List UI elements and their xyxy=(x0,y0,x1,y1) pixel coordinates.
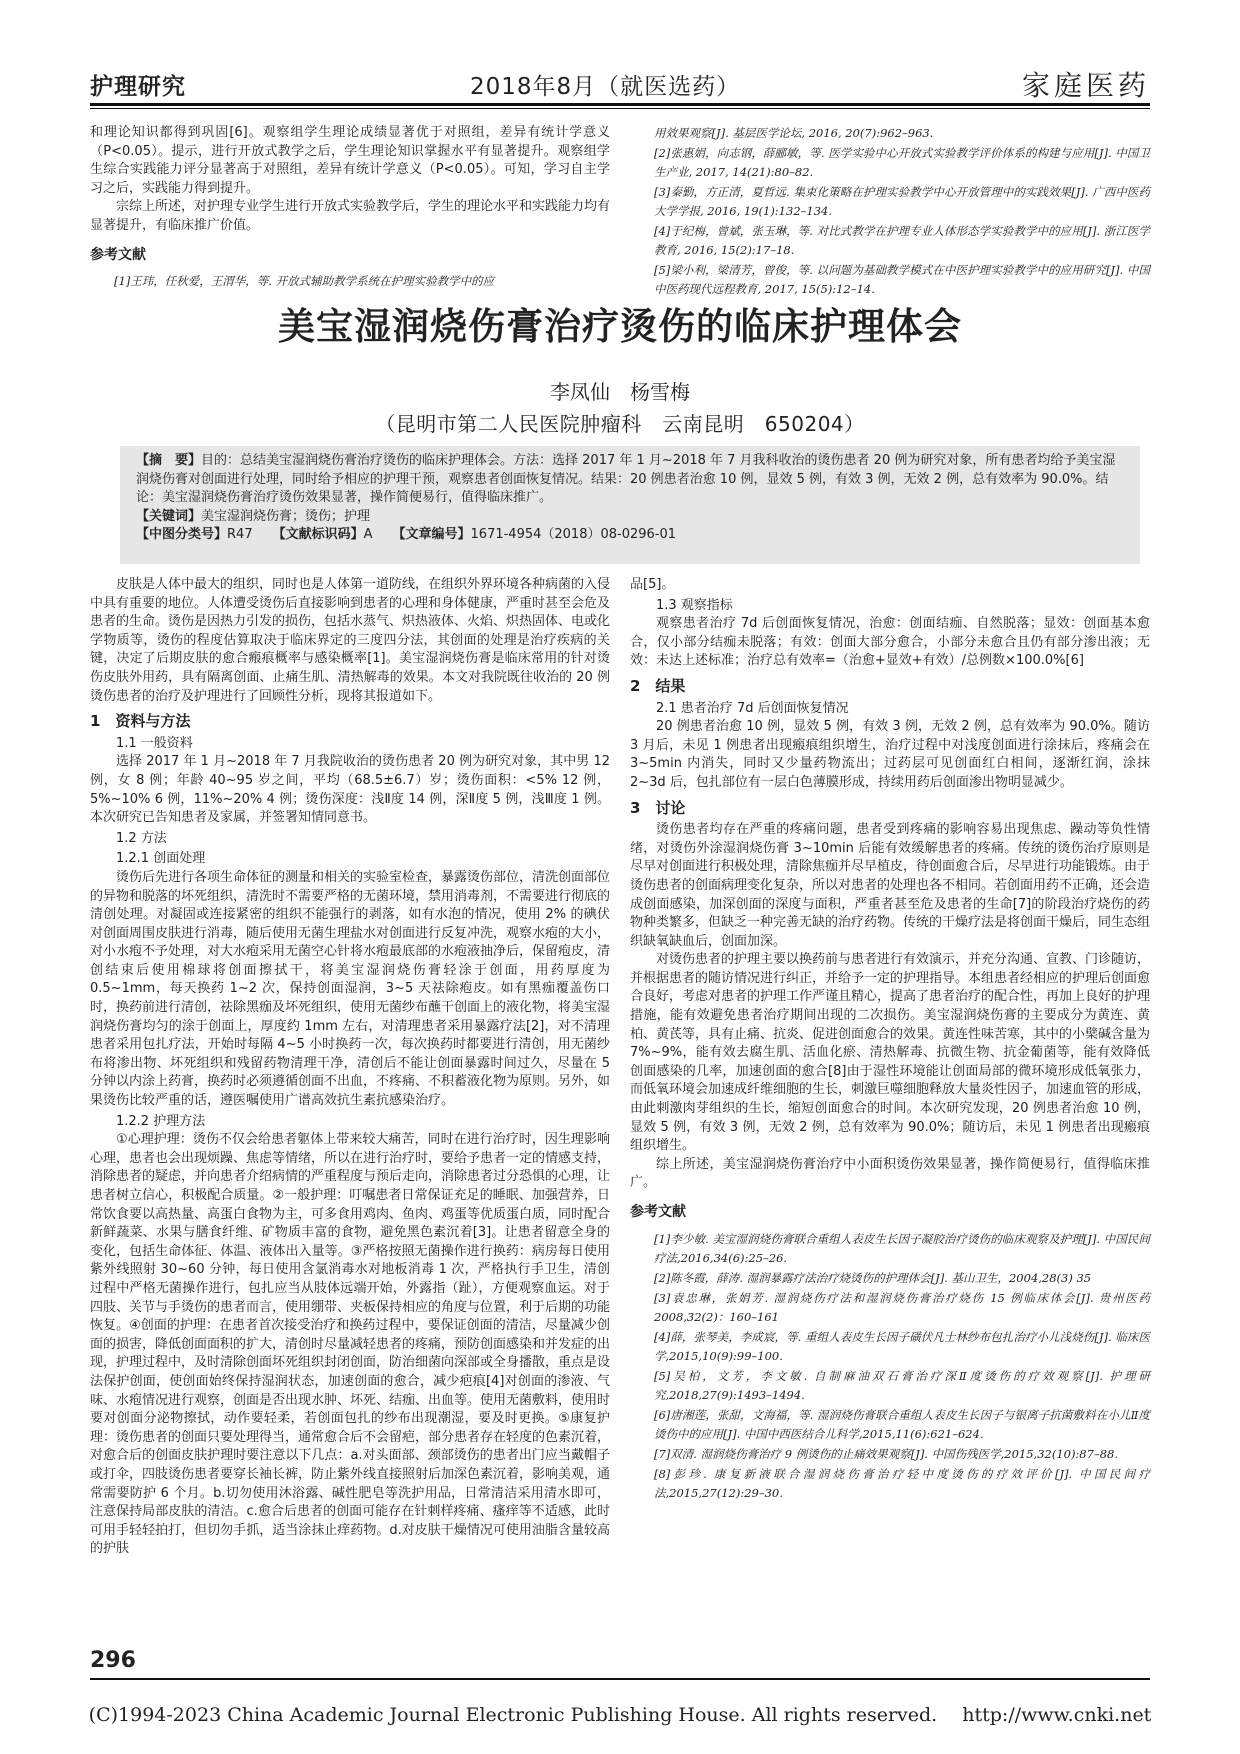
article-affiliation: （昆明市第二人民医院肿瘤科 云南昆明 650204） xyxy=(375,412,865,436)
reference-item: [4]于纪梅，曾斌，张玉琳，等. 对比式教学在护理专业人体形态学实验教学中的应用[J]. 浙江医学教育, 2016, 15(2):17–18. xyxy=(654,224,1150,257)
section-heading: 1 资料与方法 xyxy=(90,712,191,731)
reference-item: [7]双清. 湿润烧伤膏治疗 9 例烫伤的止痛效果观察[J]. 中国伤残医学,2015,32(10):87–88. xyxy=(654,1446,1118,1461)
article-authors: 李凤仙 杨雪梅 xyxy=(550,380,690,404)
reference-item: [8]彭珍. 康复新液联合湿润烧伤膏治疗轻中度烫伤的疗效评价[J]. 中国民间疗法,2015,27(12):29–30. xyxy=(654,1466,1150,1500)
running-header xyxy=(90,58,1150,108)
body-left-column xyxy=(90,576,610,1559)
body-paragraph: 综上所述，美宝湿润烧伤膏治疗中小面积烫伤效果显著，操作简便易行，值得临床推广。 xyxy=(630,1156,1150,1191)
class-label: 【中图分类号】 xyxy=(136,527,228,542)
footer-rule xyxy=(90,1678,1150,1680)
page-number: 296 xyxy=(90,1648,136,1673)
body-paragraph: 20 例患者治愈 10 例，显效 5 例，有效 3 例，无效 2 例，总有效率为 90.0%。随访 3 月后，未见 1 例患者出现瘢痕组织增生，治疗过程中对浅度创面进行涂抹后，疼痛会在 3~5min 内消失，同时又少量药物流出；过药层可见创面红白相间，逐渐红润，涂抹 2~3d 后，包扎部位有一层白色薄膜形成，持续用药后创面渗出物明显减少。 xyxy=(630,719,1150,790)
subsection-heading: 1.2 方法 xyxy=(116,830,167,846)
body-paragraph: 烫伤后先进行各项生命体征的测量和相关的实验室检查，暴露烫伤部位，清洗创面部位的异物和脱落的坏死组织，清洗时不需要严格的无菌环境，禁用消毒剂，不需要进行彻底的清创处理。对凝固或连接紧密的组织不能强行的剥落，如有水泡的情况，使用 2% 的碘伏对创面周围皮肤进行消毒，随后使用无菌生理盐水对创面进行反复冲洗，观察水疱的大小，对小水疱不予处理，对大水疱采用无菌空心针将水疱最底部的水疱液抽净后，保留疱皮，清创结束后使用棉球将创面擦拭干，将美宝湿润烧伤膏轻涂于创面，用药厚度为 0.5~1mm，每天换药 1~2 次，保持创面湿润，3~5 天祛除疱皮。如有黑痂覆盖伤口时，换药前进行清创，祛除黑痂及坏死组织，使用无菌纱布蘸干创面上的液化物，将美宝湿润烧伤膏均匀的涂于创面上，厚度约 1mm 左右，对清理患者采用暴露疗法[2]，对不清理患者采用包扎疗法，开始时每隔 4~5 小时换药一次，每次换药时都要进行清创，用无菌纱布将渗出物、坏死组织和残留药物清理干净，清创后不能让创面暴露时间过久，尽量在 5 分钟以内涂上药膏，换药时必须遵循创面不出血，不疼痛、不积蓄液化物为原则。另外，如果烫伤比较严重的话，遵医嘱使用广谱高效抗生素抗感染治疗。 xyxy=(90,869,611,1109)
classification-row xyxy=(136,526,1124,545)
reference-item: [1]李少敏. 美宝湿润烧伤膏联合重组人表皮生长因子凝胶治疗烫伤的临床观察及护理[J]. 中国民间疗法,2016,34(6):25–26. xyxy=(654,1231,1150,1265)
prev-article-right-column xyxy=(630,124,1150,300)
abstract-text: 目的：总结美宝湿润烧伤膏治疗烫伤的临床护理体会。方法：选择 2017 年 1 月~2018 年 7 月我科收治的烫伤患者 20 例为研究对象，所有患者均给予美宝湿润烧伤膏对创面进行处理，同时给予相应的护理干预，观察患者创面恢复情况。结果：20 例患者治愈 10 例，显效 5 例，有效 3 例，无效 2 例，总有效率为 90.0%。结论：美宝湿润烧伤膏治疗烫伤效果显著，操作简便易行，值得临床推广。 xyxy=(136,453,1116,505)
class-value: R47 xyxy=(227,527,253,542)
reference-item: [1]王玮，任秋爱，王渭华，等. 开放式辅助教学系统在护理实验教学中的应 xyxy=(114,274,495,289)
copyright-notice: (C)1994-2023 China Academic Journal Electronic Publishing House. All rights reserved. http://www.cnki.net xyxy=(88,1704,1152,1726)
section-heading: 3 讨论 xyxy=(630,798,686,817)
section-label: 护理研究 xyxy=(90,74,186,100)
reference-item: [5]梁小利，梁清芳，曾俊，等. 以问题为基础教学模式在中医护理实验教学中的应用研究[J]. 中国中医药现代远程教育, 2017, 15(5):12–14. xyxy=(654,263,1150,296)
subsection-heading: 1.1 一般资料 xyxy=(116,735,193,751)
prev-paragraph: 宗综上所述，对护理专业学生进行开放式实验教学后，学生的理论水平和实践能力均有显著提升，有临床推广价值。 xyxy=(90,199,611,233)
reference-item: [2]张惠娟，向志钢，薛郦敏，等. 医学实验中心开放式实验教学评价体系的构建与应用[J]. 中国卫生产业, 2017, 14(21):80–82. xyxy=(654,146,1150,179)
prev-refs-heading: 参考文献 xyxy=(90,246,146,263)
abstract-label: 【摘 要】 xyxy=(136,453,202,468)
body-paragraph: 选择 2017 年 1 月~2018 年 7 月我院收治的烫伤患者 20 例为研究对象，其中男 12 例，女 8 例；年龄 40~95 岁之间，平均（68.5±6.7）岁；烫伤面积：<5% 12 例，5%~10% 6 例，11%~20% 4 例；烫伤深度：浅Ⅱ度 14 例，深Ⅱ度 5 例，浅Ⅲ度 1 例。本次研究已告知患者及家属，并签署知情同意书。 xyxy=(90,754,610,826)
abstract xyxy=(136,452,1124,508)
body-paragraph: 观察患者治疗 7d 后创面恢复情况，治愈：创面结痂、自然脱落；显效：创面基本愈合，仅小部分结痂未脱落；有效：创面大部分愈合，小部分未愈合且仍有部分渗出液；无效：未达上述标准；治疗总有效率=（治愈+显效+有效）/总例数×100.0%[6] xyxy=(630,616,1150,669)
reference-item: 用效果观察[J]. 基层医学论坛, 2016, 20(7):962–963. xyxy=(654,126,934,140)
body-paragraph: 对烫伤患者的护理主要以换药前与患者进行有效演示，并充分沟通、宣教、门诊随访，并根据患者的随访情况进行纠正，并给予一定的护理指导。本组患者经相应的护理后创面愈合良好，考虑对患者的护理工作严谨且精心，提高了患者治疗的配合性，再加上良好的护理措施，能有效避免患者治疗期间出现的二次损伤。美宝湿润烧伤膏的主要成分为黄连、黄柏、黄芪等，具有止痛、抗炎、促进创面愈合的效果。黄连性味苦寒，其中的小檗碱含量为 7%~9%，能有效去腐生肌、活血化瘀、清热解毒、抗微生物、抗金葡菌等，能有效降低创面感染的几率，加速创面的愈合[8]由于湿性环境能让创面局部的微环境形成低氧张力，而低氧环境会加速成纤维细胞的生长，刺激巨噬细胞释放大量炎性因子，加速血管的形成，由此刺激肉芽组织的生长，缩短创面愈合的时间。本次研究发现，20 例患者治愈 10 例，显效 5 例，有效 3 例，无效 2 例，总有效率为 90.0%；随访后，未见 1 例患者出现瘢痕组织增生。 xyxy=(630,952,1151,1154)
keywords xyxy=(136,508,1124,527)
subsection-heading: 1.2.1 创面处理 xyxy=(116,851,206,867)
reference-item: [3]秦勤，方正清，夏哲远. 集束化策略在护理实验教学中心开放管理中的实践效果[J]. 广西中医药大学学报, 2016, 19(1):132–134. xyxy=(654,185,1150,218)
reference-item: [5]吴柏，文芳，李文敏. 自制麻油双石膏治疗深Ⅱ度烫伤的疗效观察[J]. 护理研究,2018,27(9):1493–1494. xyxy=(654,1368,1150,1402)
header-rule xyxy=(90,103,1150,106)
keywords-label: 【关键词】 xyxy=(136,508,202,524)
prev-paragraph: 和理论知识都得到巩固[6]。观察组学生理论成绩显著优于对照组，差异有统计学意义（P<0.05）。提示，进行开放式教学之后，学生理论知识掌握水平有显著提升。观察组学生综合实践能力评分显著高于对照组，差异有统计学意义（P<0.05）。可知，学习自主学习之后，实践能力得到提升。 xyxy=(90,125,610,196)
prev-article-left-column xyxy=(90,124,610,292)
subsection-heading: 2.1 患者治疗 7d 后创面恢复情况 xyxy=(656,700,849,716)
keywords-text: 美宝湿润烧伤膏；烫伤；护理 xyxy=(201,508,371,524)
refs-heading: 参考文献 xyxy=(630,1204,686,1220)
section-heading: 2 结果 xyxy=(630,676,686,695)
issue-label: 2018年8月（就医选药） xyxy=(470,74,741,100)
header-rule-thin xyxy=(90,108,1150,109)
article-no-label: 【文章编号】 xyxy=(392,527,471,542)
reference-item: [4]薛，张琴美，李成宸，等. 重组人表皮生长因子磺伏凡士林纱布包扎治疗小儿浅烧伤[J]. 临床医学,2015,10(9):99–100. xyxy=(654,1329,1150,1363)
body-paragraph: ①心理护理：烫伤不仅会给患者躯体上带来较大痛苦，同时在进行治疗时，因生理影响心理，患者也会出现烦躁、焦虑等情绪，所以在进行治疗时，要给予患者一定的情感支持，消除患者的疑虑，并向患者介绍病情的严重程度与预后走向，消除患者过分恐惧的心理，让患者树立信心，积极配合质量。②一般护理：叮嘱患者日常保证充足的睡眠、加强营养，日常饮食要以高热量、高蛋白食物为主，可多食用鸡肉、鱼肉、鸡蛋等优质蛋白质，同时配合新鲜蔬菜、水果与膳食纤维、矿物质丰富的食物，避免黑色素沉着[3]。让患者留意全身的变化，包括生命体征、体温、液体出入量等。③严格按照无菌操作进行换药：病房每日使用紫外线照射 30~60 分钟，每日使用含氯消毒水对地板消毒 1 次，严格执行手卫生，清创过程中严格无菌操作进行，包扎应当从肢体远端开始，外露指（趾），方便观察血运。对于四肢、关节与手烫伤的患者而言，使用绷带、夹板保持相应的角度与位置，利于后期的功能恢复。④创面的护理：在患者首次接受治疗和换药过程中，要保证创面的清洁，尽量减少创面的损害，降低创面面积的扩大，清创时尽量减轻患者的疼痛，预防创面感染和并发症的出现，护理过程中，及时清除创面坏死组织封闭创面，防治细菌向深部或全身播散，重点是设法保护创面，使创面始终保持湿润状态，加速创面的愈合，减少疤痕[4]对创面的渗液、气味、水疱情况进行观察，创面是否出现水肿、坏死、结痂、出血等。使用无菌敷料，使用时要对创面分泌物擦拭，动作要轻柔，若创面包扎的纱布出现潮湿，要及时更换。⑤康复护理：烫伤患者的创面只要处理得当，通常愈合后不会留疤，部分患者存在轻度的色素沉着，对愈合后的创面皮肤护理时要注意以下几点：a.对头面部、颈部烫伤的患者出门应当戴帽子或打伞，四肢烫伤患者要穿长袖长裤，防止紫外线直接照射后加深色素沉着，影响美观，通常需要防护 6 个月。b.切勿使用沐浴露、碱性肥皂等洗护用品，日常清洁采用清水即可，注意保持局部皮肤的清洁。c.愈合后患者的创面可能存在针刺样疼痛、瘙痒等不适感，此时可用手轻轻拍打，但切勿手抓，适当涂抹止痒药物。d.对皮肤干燥情况可使用油脂含量较高的护肤 xyxy=(90,1132,611,1557)
subsection-heading: 1.3 观察指标 xyxy=(656,597,733,613)
intro-paragraph: 皮肤是人体中最大的组织，同时也是人体第一道防线，在组织外界环境各种病菌的入侵中具有重要的地位。人体遭受烫伤后直接影响到患者的心理和身体健康，严重时甚至会危及患者的生命。烫伤是因热力引发的损伤，包括水蒸气、炽热液体、火焰、炽热固体、电或化学物质等，烫伤的程度估算取决于临床界定的三度四分法，其创面的处理是治疗疾病的关键，决定了后期皮肤的愈合瘢痕概率与感染概率[1]。美宝湿润烧伤膏是临床常用的针对烫伤皮肤外用药，具有隔离创面、止痛生肌、清热解毒的效果。本文对我院既往收治的 20 例烫伤患者的治疗及护理进行了回顾性分析，现将其报道如下。 xyxy=(90,577,611,704)
reference-item: [2]陈冬霞，薛涛. 湿润暴露疗法治疗烧烫伤的护理体会[J]. 基山卫生，2004,28(3) 35 xyxy=(654,1270,1092,1285)
reference-item: [6]唐湘莲，张甜，文海福，等. 湿润烧伤膏联合重组人表皮生长因子与银离子抗菌敷料在小儿Ⅱ度烫伤中的应用[J]. 中国中西医结合儿科学,2015,11(6):621–624. xyxy=(654,1407,1150,1441)
journal-name: 家庭医药 xyxy=(1021,69,1150,102)
body-paragraph: 品[5]。 xyxy=(630,577,675,592)
doc-code-label: 【文献标识码】 xyxy=(272,527,364,542)
article-title: 美宝湿润烧伤膏治疗烫伤的临床护理体会 xyxy=(278,305,962,348)
body-right-column xyxy=(630,576,1150,1504)
subsection-heading: 1.2.2 护理方法 xyxy=(116,1113,206,1129)
body-paragraph: 烫伤患者均存在严重的疼痛问题，患者受到疼痛的影响容易出现焦虑、躁动等负性情绪，对烫伤外涂湿润烧伤膏 3~10min 后能有效缓解患者的疼痛。传统的烫伤治疗原则是尽早对创面进行积极处理，清除焦痂并尽早植皮，待创面愈合后，尽早进行功能锻炼。由于烫伤患者的创面病理变化复杂，所以对患者的处理也各不相同。若创面用药不正确，还会造成创面感染，加深创面的深度与面积，严重者甚至危及患者的生命[7]的阶段治疗烧伤的药物种类繁多，但缺乏一种完善无缺的治疗药物。传统的干燥疗法是将创面干燥后，同生态组织缺氧缺血后，创面加深。 xyxy=(630,822,1151,949)
article-no-value: 1671-4954（2018）08-0296-01 xyxy=(470,527,677,542)
abstract-box xyxy=(120,446,1140,564)
doc-code-value: A xyxy=(363,527,373,542)
reference-item: [3]袁忠琳，张娟芳. 湿润烧伤疗法和湿润烧伤膏治疗烧伤 15 例临床体会[J]. 贵州医药 2008,32(2)：160–161 xyxy=(654,1290,1150,1324)
